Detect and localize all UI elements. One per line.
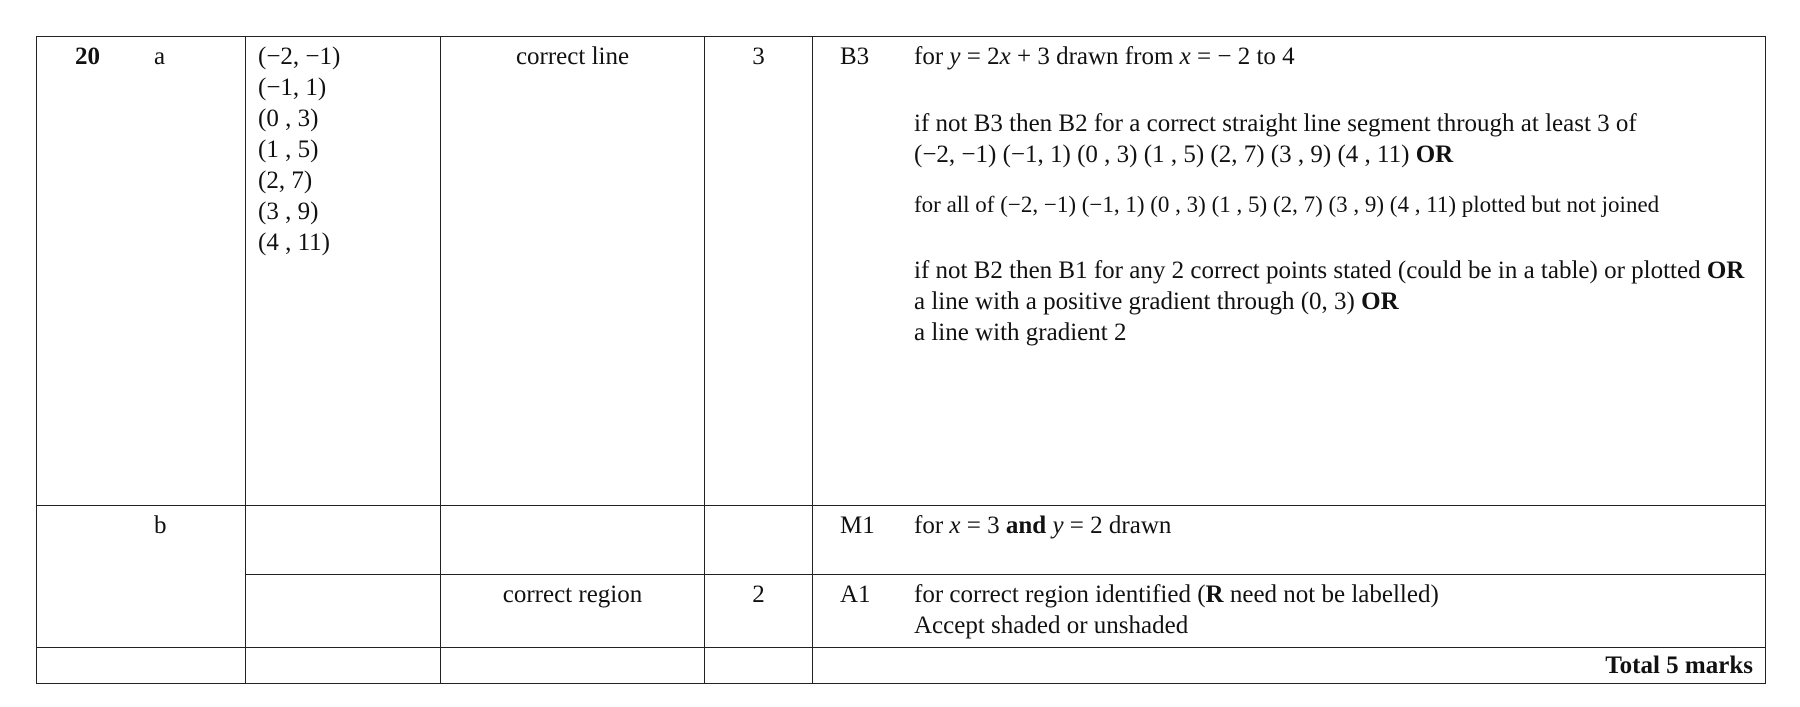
question-number: 20 — [75, 43, 100, 70]
row-part-a — [37, 37, 1766, 506]
guidance-plotted: for all of (−2, −1) (−1, 1) (0 , 3) (1 , 5) (2, 7) (3 , 9) (4 , 11) plotted but not joined — [914, 192, 1660, 217]
guidance-b1: if not B2 then B1 for any 2 correct points stated (could be in a table) or plotted OR — [914, 257, 1745, 284]
notes-cell-b-m1 — [813, 506, 1766, 575]
mark-code-m1: M1 — [840, 512, 875, 539]
part-label-b: b — [154, 512, 167, 539]
working-b-a1 — [246, 575, 441, 648]
guidance-b1-gradient: a line with gradient 2 — [914, 319, 1127, 346]
row-part-b-a1 — [37, 575, 1766, 648]
point-1: (−2, −1) — [258, 43, 341, 70]
point-7: (4 , 11) — [258, 229, 330, 256]
part-label-a: a — [154, 43, 166, 70]
total-marks: Total 5 marks — [813, 648, 1766, 684]
answer-b-m1 — [441, 506, 705, 575]
working-points — [246, 37, 441, 506]
marks-b-m1 — [705, 506, 813, 575]
marks-a: 3 — [705, 37, 813, 506]
question-cell-b — [37, 506, 246, 648]
question-cell — [37, 37, 246, 506]
guidance-m1: for x = 3 and y = 2 drawn — [914, 512, 1172, 539]
guidance-b2-points: (−2, −1) (−1, 1) (0 , 3) (1 , 5) (2, 7) (3 , 9) (4 , 11) OR — [914, 141, 1454, 168]
mark-scheme-table — [36, 36, 1766, 684]
guidance-a — [902, 37, 1765, 348]
mark-code-a1: A1 — [840, 581, 871, 608]
working-b-m1 — [246, 506, 441, 575]
guidance-b3: for y = 2x + 3 drawn from x = − 2 to 4 — [914, 43, 1295, 70]
marks-b: 2 — [705, 575, 813, 648]
row-total — [37, 648, 1766, 684]
point-5: (2, 7) — [258, 167, 313, 194]
answer-b: correct region — [441, 575, 705, 648]
answer-a: correct line — [441, 37, 705, 506]
notes-cell-b-a1 — [813, 575, 1766, 648]
mark-scheme — [36, 36, 1765, 684]
guidance-b1-gradient-point: a line with a positive gradient through (0, 3) OR — [914, 288, 1399, 315]
row-part-b-m1 — [37, 506, 1766, 575]
point-2: (−1, 1) — [258, 74, 327, 101]
guidance-a1: for correct region identified (R need not be labelled) Accept shaded or unshaded — [914, 581, 1439, 639]
point-3: (0 , 3) — [258, 105, 319, 132]
mark-code-b3: B3 — [840, 43, 870, 70]
guidance-b2: if not B3 then B2 for a correct straight line segment through at least 3 of — [914, 110, 1637, 137]
notes-cell-a — [813, 37, 1766, 506]
point-4: (1 , 5) — [258, 136, 319, 163]
point-6: (3 , 9) — [258, 198, 319, 225]
